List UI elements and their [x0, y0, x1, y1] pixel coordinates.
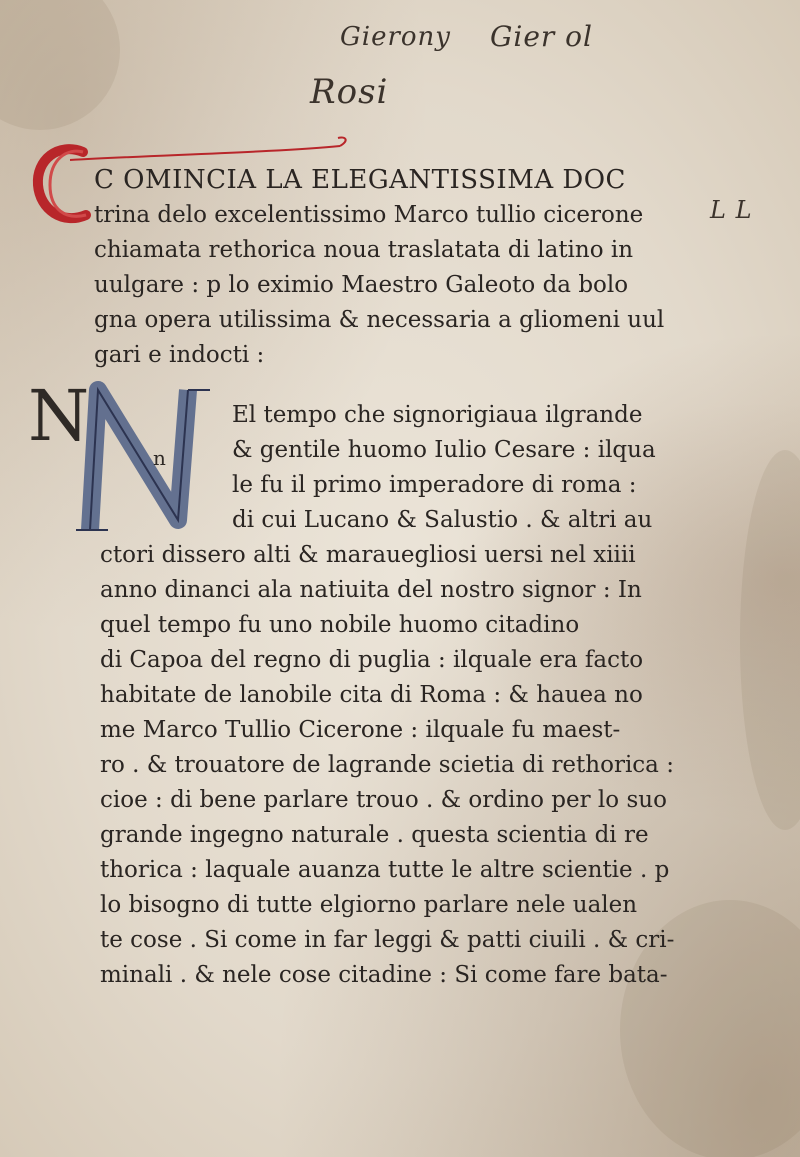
body-line-11: ro . & trouatore de lagrande scietia di rethorica : [100, 752, 674, 778]
body-line-13: grande ingegno naturale . questa scientia di re [100, 822, 649, 848]
heading-line-6: gari e indocti : [94, 342, 265, 368]
body-line-2: & gentile huomo Iulio Cesare : ilqua [232, 437, 656, 463]
body-line-10: me Marco Tullio Cicerone : ilquale fu maest- [100, 717, 621, 743]
heading-line-1: C OMINCIA LA ELEGANTISSIMA DOC [94, 165, 626, 195]
heading-line-2: trina delo excelentissimo Marco tullio cicerone [94, 202, 644, 228]
body-line-9: habitate de lanobile cita di Roma : & hauea no [100, 682, 643, 708]
handwritten-margin-note: L L [710, 196, 753, 224]
body-line-7: quel tempo fu uno nobile huomo citadino [100, 612, 580, 638]
body-line-17: minali . & nele cose citadine : Si come fare bata- [100, 962, 668, 988]
body-line-14: thorica : laquale auanza tutte le altre scientie . p [100, 857, 670, 883]
body-line-6: anno dinanci ala natiuita del nostro signor : In [100, 577, 642, 603]
handwritten-annotation-center: Rosi [310, 72, 389, 112]
heading-line-3: chiamata rethorica noua traslatata di latino in [94, 237, 634, 263]
handwritten-annotation-top-left: Gierony [340, 22, 451, 52]
body-line-3: le fu il primo imperadore di roma : [232, 472, 637, 498]
body-line-1: El tempo che signorigiaua ilgrande [232, 402, 643, 428]
body-line-15: lo bisogno di tutte elgiorno parlare nele ualen [100, 892, 638, 918]
svg-text:n: n [153, 446, 166, 470]
body-line-5: ctori dissero alti & marauegliosi uersi nel xiiii [100, 542, 636, 568]
heading-line-5: gna opera utilissima & necessaria a gliomeni uul [94, 307, 665, 333]
body-line-8: di Capoa del regno di puglia : ilquale era facto [100, 647, 644, 673]
body-line-4: di cui Lucano & Salustio . & altri au [232, 507, 653, 533]
handwritten-annotation-top-right: Gier ol [490, 20, 593, 53]
heading-line-4: uulgare : p lo eximio Maestro Galeoto da bolo [94, 272, 629, 298]
svg-text:N: N [28, 380, 90, 457]
body-line-16: te cose . Si come in far leggi & patti ciuili . & cri- [100, 927, 675, 953]
body-line-12: cioe : di bene parlare trouo . & ordino per lo suo [100, 787, 667, 813]
